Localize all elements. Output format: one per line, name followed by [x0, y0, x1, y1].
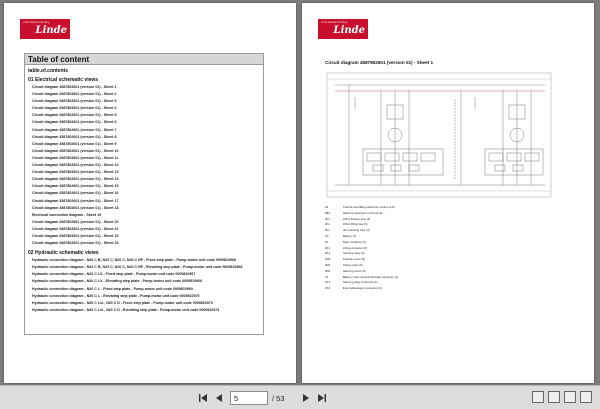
page-total: / 53 — [272, 394, 285, 403]
toc-link[interactable]: Circuit diagram 4587802601 (version 01) - Sheet 10 — [32, 148, 119, 153]
toc-subtitle: table.of.contents — [28, 68, 69, 74]
toc-link[interactable]: Circuit diagram 4587802601 (version 01) - Sheet 17 — [32, 198, 119, 203]
hydraulic-list — [32, 257, 263, 314]
next-page-icon[interactable] — [298, 391, 312, 405]
two-page-view-icon[interactable] — [564, 391, 576, 403]
legend-item: K1 Main contactor (4) — [325, 239, 366, 244]
toc-link[interactable]: Circuit diagram 4587802601 (version 01) - Sheet 3 — [32, 99, 117, 104]
legend-item: A1 Traction and lifting electronic control (A-8) — [325, 205, 395, 209]
toc-link[interactable]: Circuit diagram 4587802601 (version 01) - Sheet 15 — [32, 184, 119, 189]
toc-link[interactable]: Circuit diagram 4587802601 (version 01) - Sheet 16 — [32, 191, 119, 196]
toc-link[interactable]: Hydraulic connection diagram - N20 C Lxi., N20 C D - Fixed step plate - Pump-motor unit code 0009810973 — [32, 300, 213, 305]
toc-link[interactable]: Circuit diagram 4587802601 (version 01) - Sheet 12 — [32, 163, 119, 168]
linde-logo — [318, 19, 368, 39]
toc-link[interactable]: Circuit diagram 4587802601 (version 01) - Sheet 18 — [32, 205, 119, 210]
legend-list — [325, 205, 398, 292]
toc-link[interactable]: Circuit diagram 4587802601 (version 01) - Sheet 14 — [32, 177, 119, 182]
toc-section-hydraulic: 02 Hydraulic schematic views — [28, 250, 99, 257]
toc-link[interactable]: Hydraulic connection diagram - N20 C B, N20 C, N20 C, N20 C HP - Elevating step plate - Pump-motor unit code 0009810968 — [32, 265, 243, 270]
toc-link[interactable]: Hydraulic connection diagram - N20 C B, N20 C, N20 C, N20 C HP - Fixed step plate - Pump-motor unit code 0009810968 — [32, 258, 236, 263]
page-number-input[interactable] — [230, 391, 268, 405]
legend-item: 2B1 Steering electronic control (A-9) — [325, 210, 383, 215]
toc-link[interactable]: Circuit diagram 4587802601 (version 01) - Sheet 7 — [32, 127, 117, 132]
toc-link[interactable]: Circuit diagram 4587802601 (version 01) - Sheet 13 — [32, 170, 119, 175]
logo-tagline: Linde Material Handling — [321, 21, 348, 24]
legend-item: 2K1 Lifting contactor (6) — [325, 245, 367, 250]
continuous-view-icon[interactable] — [548, 391, 560, 403]
legend-item: G1 Battery (1) — [325, 233, 357, 238]
toc-link[interactable]: Circuit diagram 4587802601 (version 01) - Sheet 9 — [32, 141, 117, 146]
toc-link[interactable]: Circuit diagram 4587802601 (version 01) - Sheet 1 — [32, 85, 117, 89]
toc-title: Table of content — [25, 54, 263, 65]
toc-link[interactable]: Circuit diagram 4587802601 (version 01) - Sheet 6 — [32, 120, 117, 125]
toc-link[interactable]: Circuit diagram 4587802601 (version 01) - Sheet 5 — [32, 113, 117, 118]
view-mode-group — [532, 391, 592, 403]
page-4 — [4, 3, 296, 383]
logo-brand: Linde — [333, 25, 365, 36]
toc-link[interactable]: Circuit diagram 4587802601 (version 01) - Sheet 4 — [32, 106, 117, 111]
last-page-icon[interactable] — [314, 391, 328, 405]
diagram-title: Circuit diagram 4587802601 (version 01) - Sheet 1 — [325, 60, 434, 65]
toc-link[interactable]: Circuit diagram 4587802601 (version 01) - Sheet 20 — [32, 219, 119, 224]
toc-link[interactable]: Circuit diagram 4587802601 (version 01) - Sheet 21 — [32, 226, 119, 231]
circuit-schematic — [325, 69, 553, 199]
toc-link[interactable]: Circuit diagram 4587802601 (version 01) - Sheet 22 — [32, 233, 119, 238]
legend-item: 2X2 Emo Volkswagen connector (2) — [325, 286, 382, 291]
legend-item: 2F1 225 A traction fuse (4) — [325, 216, 371, 221]
legend-item: 3M1 Steering motor (5) — [325, 268, 366, 273]
navigation-toolbar — [0, 385, 600, 409]
two-page-continuous-view-icon[interactable] — [580, 391, 592, 403]
toc-link[interactable]: Hydraulic connection diagram - N20 C LX - Elevating step plate - Pump-motor unit code 0009810966 — [32, 279, 202, 284]
page-5 — [302, 3, 594, 383]
legend-item: 2M1 Lifting motor (6) — [325, 262, 363, 267]
legend-item: 3K1 Steering relay (4) — [325, 251, 365, 256]
legend-item: X1 Battery male connector/female connector (1) — [325, 274, 399, 279]
toc-link[interactable]: Circuit diagram 4587802601 (version 01) - Sheet 2 — [32, 92, 117, 97]
previous-page-icon[interactable] — [212, 391, 226, 405]
legend-item: 3F1 30 A steering fuse (4) — [325, 228, 370, 233]
legend-item: 2F1 150 A lifting fuse (6) — [325, 222, 368, 227]
legend-item: 1M1 Traction motor (5) — [325, 257, 366, 262]
logo-tagline: Linde Material Handling — [23, 21, 50, 24]
logo-brand: Linde — [35, 25, 67, 36]
table-of-content — [24, 53, 264, 335]
toc-link[interactable]: Hydraulic connection diagram - N20 C Lxi., N20 C D - Elevating step plate - Pump-motor unit code 0009810974 — [32, 307, 220, 312]
single-page-view-icon[interactable] — [532, 391, 544, 403]
toc-link[interactable]: Electrical connection diagram - Sheet 19 — [32, 212, 102, 217]
legend-item: 2X1 Steering relay connector (2) — [325, 280, 378, 285]
electrical-list — [32, 84, 263, 247]
toc-link[interactable]: Hydraulic connection diagram - N20 C L - Elevating step plate - Pump-motor unit code 0009810970 — [32, 293, 200, 298]
toc-section-electrical: 01 Electrical schematic views — [28, 77, 99, 83]
first-page-icon[interactable] — [196, 391, 210, 405]
linde-logo — [20, 19, 70, 39]
toc-link[interactable]: Circuit diagram 4587802601 (version 01) - Sheet 8 — [32, 134, 117, 139]
toc-link[interactable]: Hydraulic connection diagram - N20 C LX - Fixed step plate - Pump-motor unit code 0009810967 — [32, 272, 196, 277]
toc-link[interactable]: Circuit diagram 4587802601 (version 01) - Sheet 11 — [32, 155, 119, 160]
toc-link[interactable]: Circuit diagram 4587802601 (version 01) - Sheet 23 — [32, 241, 119, 246]
toc-link[interactable]: Hydraulic connection diagram - N20 C L - Fixed step plate - Pump-motor unit code 0009810969 — [32, 286, 193, 291]
